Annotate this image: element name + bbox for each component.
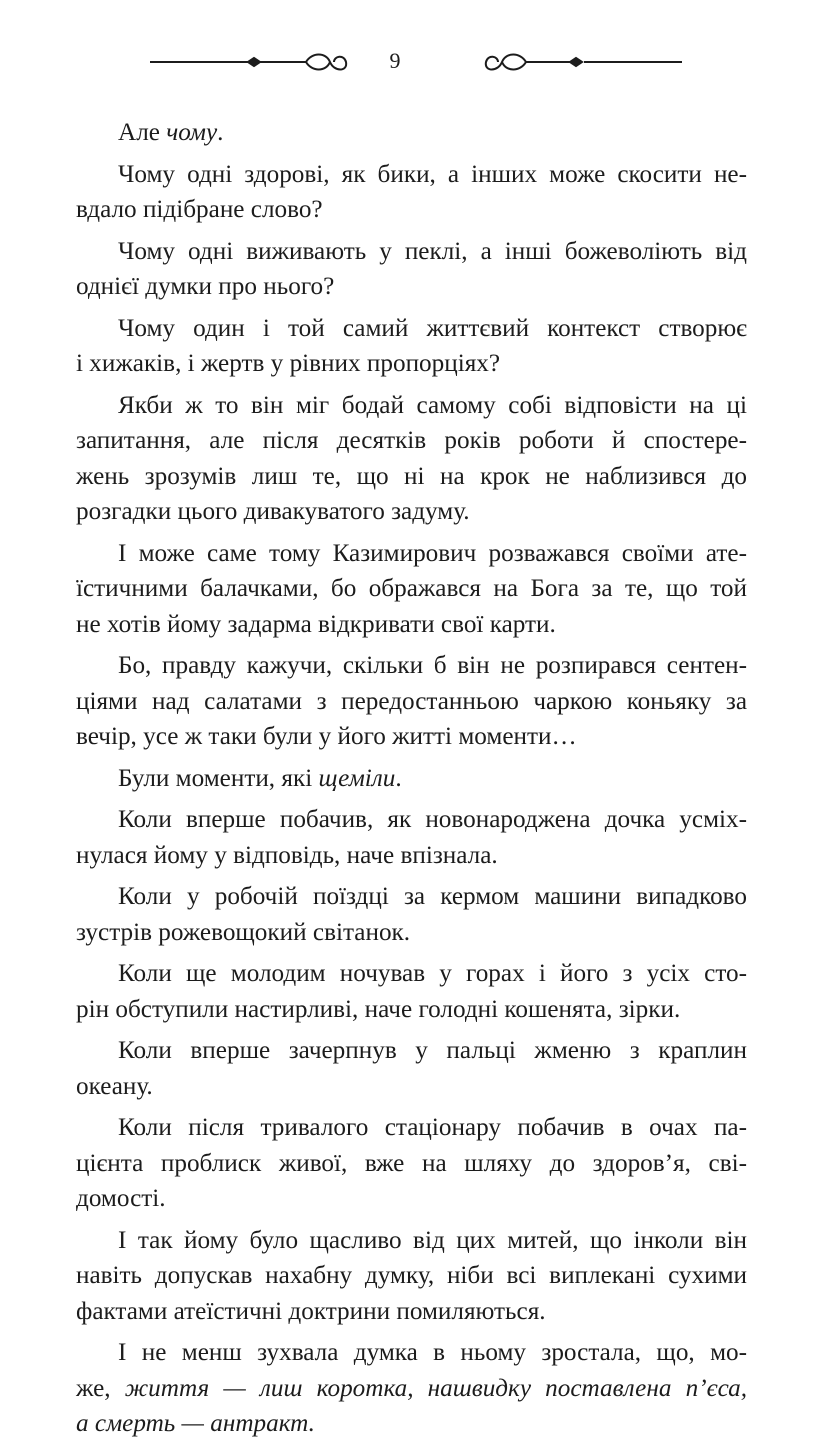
paragraph: Бо, правду кажучи, скільки б він не розпирався сентен- ціями над салатами з передостанньою чаркою коньяку за вечір, усе ж таки були у його житті моменти…: [76, 652, 747, 750]
paragraph: Коли ще молодим ночував у горах і його з усіх сто- рін обступили настирливі, наче голодні кошенята, зірки.: [76, 960, 747, 1023]
paragraph: Якби ж то він міг бодай самому собі відповісти на ці запитання, але після десятків років роботи й спостере- жень зрозумів лиш те, що ні на крок не наблизився до розгадки цього дивакуватого задуму.: [76, 391, 747, 525]
paragraph: Були моменти, які щеміли.: [118, 764, 402, 792]
paragraph: І не менш зухвала думка в ньому зростала, що, мо- же, життя — лиш коротка, нашвидку поставлена п’єса, а смерть — антракт.: [76, 1339, 748, 1437]
paragraph: Чому одні здорові, як бики, а інших може скосити не- вдало підібране слово?: [76, 160, 747, 223]
emphasis: чому: [166, 119, 218, 146]
paragraph: Чому одні виживають у пеклі, а інші божеволіють від однієї думки про нього?: [76, 237, 747, 300]
page-header: [0, 0, 830, 110]
paragraph: Але чому.: [118, 119, 224, 146]
paragraph: Коли у робочій поїздці за кермом машини випадково зустрів рожевощокий світанок.: [76, 883, 747, 946]
paragraph: І так йому було щасливо від цих митей, що інколи він навіть допускав нахабну думку, ніби всі виплекані сухими фактами атеїстичні доктрини помиляються.: [76, 1226, 747, 1325]
emphasis: життя — лиш коротка, нашвидку поставлена п’єса,: [124, 1374, 748, 1402]
page-number: 9: [389, 48, 401, 73]
paragraph: Коли вперше зачерпнув у пальці жменю з краплин океану.: [76, 1037, 747, 1100]
paragraph: Чому один і той самий життєвий контекст створює і хижаків, і жертв у рівних пропорціях?: [76, 314, 747, 377]
emphasis: щеміли: [318, 764, 396, 792]
paragraph: Коли після тривалого стаціонару побачив в очах па- цієнта проблиск живої, вже на шляху до здоров’я, сві- домості.: [76, 1114, 747, 1212]
paragraph: Коли вперше побачив, як новонароджена дочка усміх- нулася йому у відповідь, наче впізнала.: [76, 806, 747, 869]
emphasis: а смерть — антракт.: [76, 1410, 315, 1437]
paragraph: І може саме тому Казимирович розважався своїми ате- їстичними балачками, бо ображався на Бога за те, що той не хотів йому задарма відкривати свої карти.: [76, 539, 747, 638]
body-text: [76, 115, 747, 1442]
